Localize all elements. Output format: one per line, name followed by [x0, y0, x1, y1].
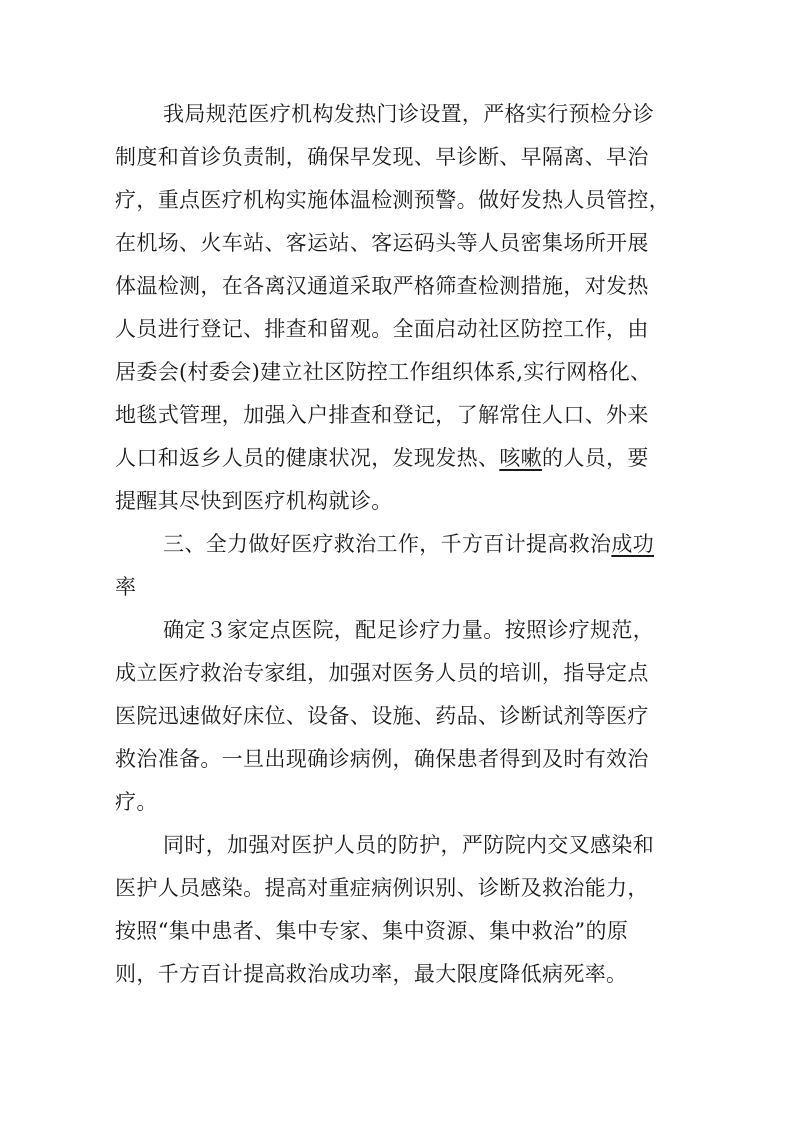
section-heading-line-1: [163, 526, 654, 562]
underlined-word-cough: 咳嗽: [499, 446, 543, 470]
paragraph-1-line-6: 人员进行登记、排查和留观。全面启动社区防控工作，由: [115, 317, 649, 341]
paragraph-2-line-2: 成立医疗救治专家组，加强对医务人员的培训，指导定点: [115, 661, 649, 685]
underlined-word-success: 成功: [611, 532, 655, 556]
paragraph-3-line-4: 则，千方百计提高救治成功率，最大限度降低病死率。: [115, 962, 628, 986]
paragraph-1-line-3: 疗，重点医疗机构实施体温检测预警。做好发热人员管控，: [115, 188, 671, 212]
paragraph-1-line-5: 体温检测，在各离汉通道采取严格筛查检测措施，对发热: [115, 274, 649, 298]
paragraph-1-line-8: 地毯式管理，加强入户排查和登记，了解常住人口、外来: [115, 403, 649, 427]
section-heading-text: 三、全力做好医疗救治工作，千方百计提高救治: [163, 532, 612, 556]
paragraph-1-line-2: 制度和首诊负责制，确保早发现、早诊断、早隔离、早治: [115, 145, 649, 169]
section-heading-line-2: 率: [115, 575, 137, 599]
line-9-text-start: 人口和返乡人员的健康状况，发现发热、: [115, 446, 500, 470]
paragraph-1-line-10: 提醒其尽快到医疗机构就诊。: [115, 489, 393, 513]
line-9-text-end: 的人员，要: [542, 446, 649, 470]
paragraph-3-line-2: 医护人员感染。提高对重症病例识别、诊断及救治能力，: [115, 876, 649, 900]
paragraph-3-line-1: 同时，加强对医护人员的防护，严防院内交叉感染和: [163, 833, 655, 857]
paragraph-1-line-1: 我局规范医疗机构发热门诊设置，严格实行预检分诊: [163, 102, 655, 126]
paragraph-2-line-1: 确定３家定点医院，配足诊疗力量。按照诊疗规范，: [163, 618, 655, 642]
paragraph-1-line-7: 居委会(村委会)建立社区防控工作组织体系,实行网格化、: [115, 360, 652, 384]
paragraph-2-line-5: 疗。: [115, 790, 158, 814]
paragraph-3-line-3: 按照“集中患者、集中专家、集中资源、集中救治”的原: [115, 919, 629, 943]
paragraph-2-line-4: 救治准备。一旦出现确诊病例，确保患者得到及时有效治: [115, 747, 649, 771]
paragraph-1-line-4: 在机场、火车站、客运站、客运码头等人员密集场所开展: [115, 231, 649, 255]
paragraph-2-line-3: 医院迅速做好床位、设备、设施、药品、诊断试剂等医疗: [115, 704, 649, 728]
paragraph-1-line-9: [115, 440, 649, 476]
